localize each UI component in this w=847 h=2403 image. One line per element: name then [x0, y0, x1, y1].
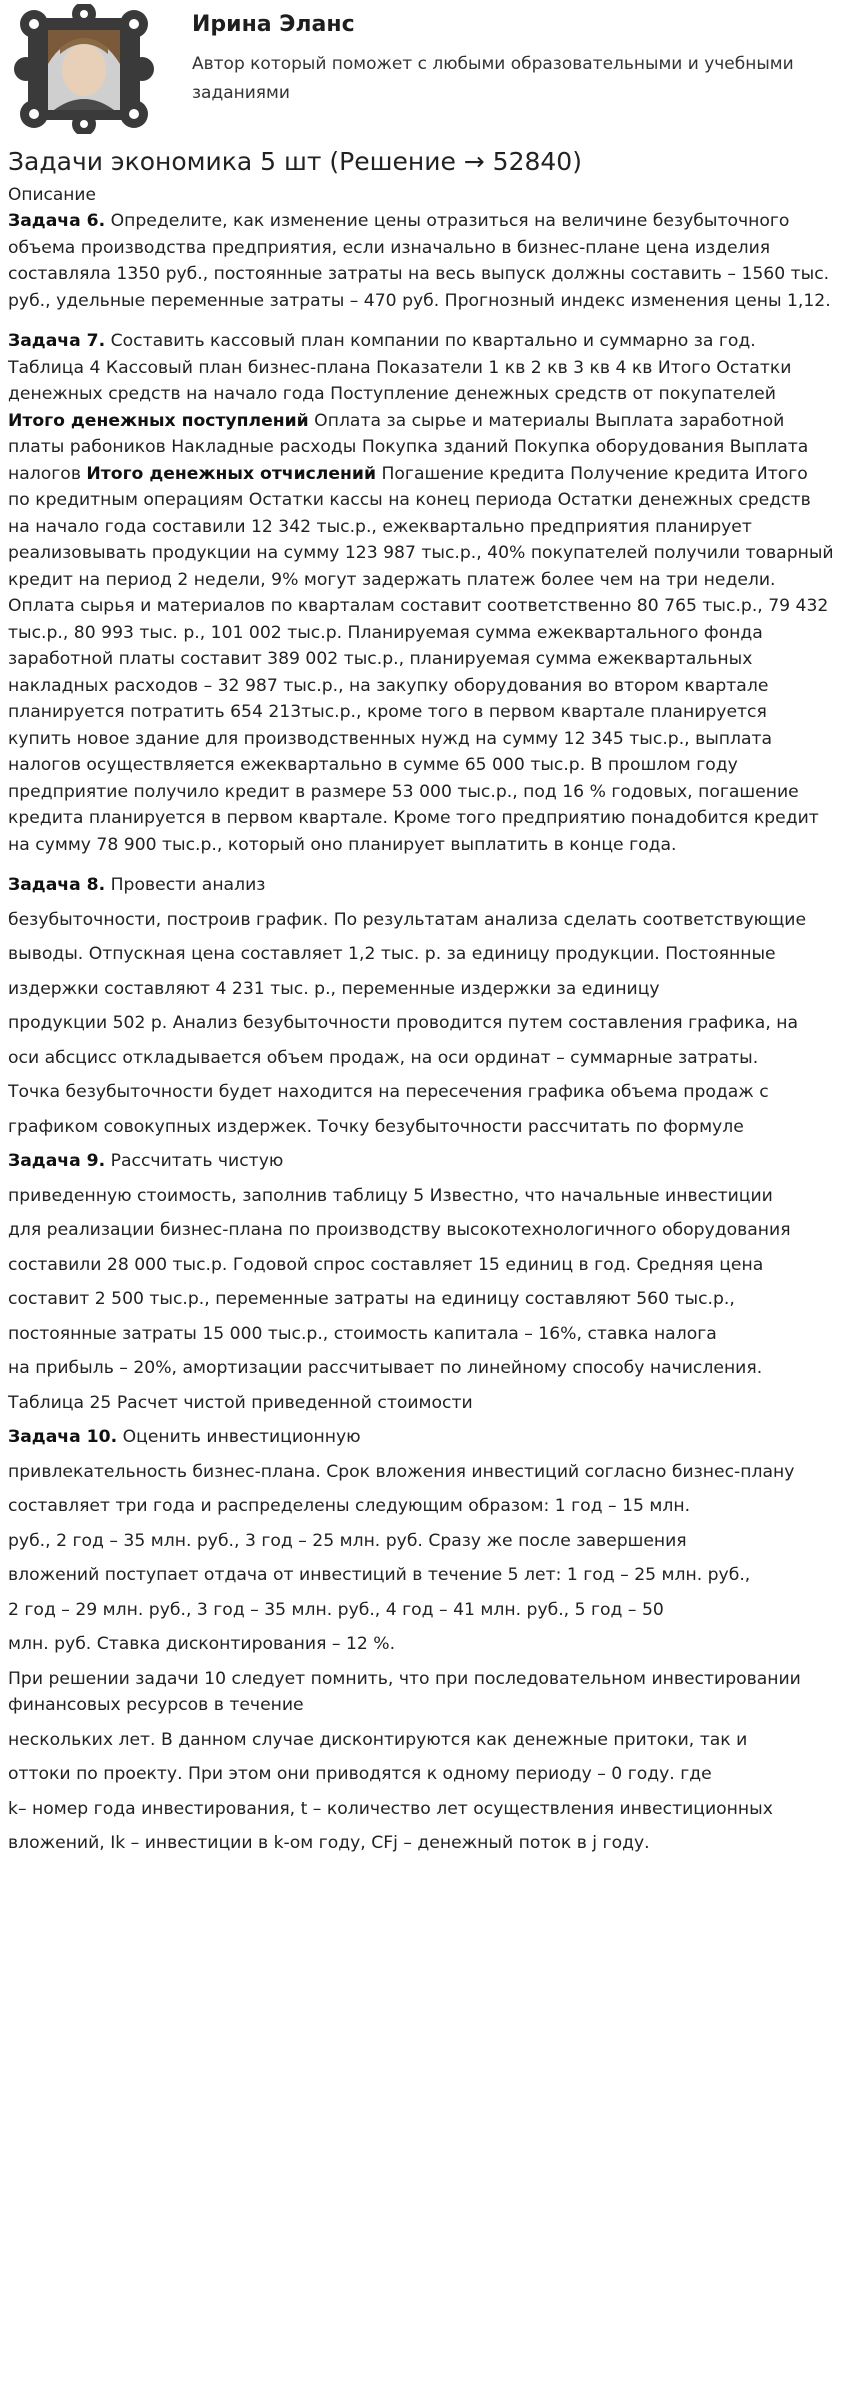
task-8-line: безубыточности, построив график. По результатам анализа сделать соответствующие [8, 909, 807, 930]
task-10-line: привлекательность бизнес-плана. Срок вложения инвестиций согласно бизнес-плану [8, 1461, 795, 1482]
table-caption: Таблица 25 Расчет чистой приведенной стоимости [8, 1392, 473, 1413]
task-8-line: Точка безубыточности будет находится на пересечения графика объема продаж с [8, 1082, 769, 1102]
task-8-line: издержки составляют 4 231 тыс. р., переменные издержки за единицу [8, 978, 660, 999]
task-10-line: оттоки по проекту. При этом они приводятся к одному периоду – 0 году. где [8, 1764, 712, 1784]
task-10-line: 2 год – 29 млн. руб., 3 год – 35 млн. руб., 4 год – 41 млн. руб., 5 год – 50 [8, 1599, 664, 1620]
task-10-line: составляет три года и распределены следующим образом: 1 год – 15 млн. [8, 1496, 691, 1516]
task-6-text: Определите, как изменение цены отразиться на величине безубыточного объема производства предприятия, если изначально в бизнес-плане цена изделия составляла 1350 руб., постоянные затраты на весь выпуск должны составить – 1560 тыс. руб., удельные переменные затраты – 470 руб. Прогнозный индекс изменения цены 1,12. [8, 211, 831, 311]
task-8-label: Задача 8. [8, 875, 106, 895]
task-8-line: графиком совокупных издержек. Точку безубыточности рассчитать по формуле [8, 1116, 744, 1137]
task-10-line: вложений поступает отдача от инвестиций в течение 5 лет: 1 год – 25 млн. руб., [8, 1565, 751, 1585]
task-10-text: Оценить инвестиционную [117, 1427, 361, 1447]
task-6 [8, 208, 835, 314]
task-9-line: приведенную стоимость, заполнив таблицу 5 Известно, что начальные инвестиции [8, 1185, 773, 1206]
task-7-bold-1: Итого денежных поступлений [8, 410, 309, 431]
task-10-line: руб., 2 год – 35 млн. руб., 3 год – 25 млн. руб. Сразу же после завершения [8, 1530, 687, 1551]
task-9-line: составили 28 000 тыс.р. Годовой спрос составляет 15 единиц в год. Средняя цена [8, 1254, 764, 1275]
task-10-heading [8, 1424, 835, 1451]
author-photo-icon[interactable] [14, 4, 154, 134]
task-7-text-3: Погашение кредита Получение кредита Итого по кредитным операциям Остатки кассы на конец периода Остатки денежных средств на начало года составили 12 342 тыс.р., ежеквартально предприятия планирует реализовывать продукции на сумму 123 987 тыс.р., 40% покупателей получили товарный кредит на период 2 недели, 9% могут задержать платеж более чем на три недели. Оплата сырья и материалов по кварталам составит соответственно 80 765 тыс.р., 79 432 тыс.р., 80 993 тыс. р., 101 002 тыс.р. Планируемая сумма ежеквартального фонда заработной платы составит 389 002 тыс.р., планируемая сумма ежеквартальных накладных расходов – 32 987 тыс.р., на закупку оборудования во втором квартале планируется потратить 654 213тыс.р., кроме того в первом квартале планируется купить новое здание для производственных нужд на сумму 12 345 тыс.р., выплата налогов осуществляется ежеквартально в сумме 65 000 тыс.р. В прошлом году предприятие получило кредит в размере 53 000 тыс.р., под 16 % годовых, погашение кредита планируется в первом квартале. Кроме того предприятию понадобится кредит на сумму 78 900 тыс.р., который оно планирует выплатить в конце года. [8, 463, 834, 855]
task-8-line: выводы. Отпускная цена составляет 1,2 тыс. р. за единицу продукции. Постоянные [8, 944, 776, 964]
description-label: Описание [8, 185, 96, 205]
author-name[interactable]: Ирина Эланс [192, 12, 355, 37]
task-9-line: постоянные затраты 15 000 тыс.р., стоимость капитала – 16%, ставка налога [8, 1323, 717, 1344]
task-10-line: нескольких лет. В данном случае дисконтируются как денежные притоки, так и [8, 1729, 748, 1750]
task-10-line: млн. руб. Ставка дисконтирования – 12 %. [8, 1634, 396, 1654]
task-9-line: для реализации бизнес-плана по производству высокотехнологичного оборудования [8, 1220, 791, 1240]
task-7-label: Задача 7. [8, 331, 106, 351]
task-8-line: продукции 502 р. Анализ безубыточности проводится путем составления графика, на [8, 1013, 799, 1033]
task-8-heading [8, 872, 835, 899]
task-8-text: Провести анализ [105, 875, 266, 895]
page-title: Задачи экономика 5 шт (Решение → 52840) [8, 147, 582, 176]
task-7-bold-2: Итого денежных отчислений [86, 463, 377, 484]
task-9-heading [8, 1148, 835, 1175]
task-10-label: Задача 10. [8, 1427, 118, 1447]
task-6-label: Задача 6. [8, 211, 106, 231]
task-10-line: k– номер года инвестирования, t – количество лет осуществления инвестиционных [8, 1798, 773, 1819]
task-8-line: оси абсцисс откладывается объем продаж, на оси ординат – суммарные затраты. [8, 1047, 759, 1068]
task-10-line: вложений, Ik – инвестиции в k-ом году, CFj – денежный поток в j году. [8, 1833, 650, 1853]
task-7-text-2: Оплата за сырье и материалы Выплата заработной платы рабоников Накладные расходы Покупка зданий Покупка оборудования Выплата налогов [8, 410, 809, 484]
task-9-line: на прибыль – 20%, амортизации рассчитывает по линейному способу начисления. [8, 1358, 763, 1378]
author-description: Автор который поможет с любыми образовательными и учебными заданиями [192, 54, 794, 103]
task-7 [8, 328, 835, 858]
task-9-line: составит 2 500 тыс.р., переменные затраты на единицу составляют 560 тыс.р., [8, 1289, 735, 1309]
author-header [8, 0, 835, 140]
task-10-line: При решении задачи 10 следует помнить, что при последовательном инвестировании финансовых ресурсов в течение [8, 1668, 801, 1715]
task-9-text: Рассчитать чистую [105, 1151, 284, 1171]
task-7-text-1: Составить кассовый план компании по квартально и суммарно за год. Таблица 4 Кассовый план бизнес-плана Показатели 1 кв 2 кв 3 кв 4 кв Итого Остатки денежных средств на начало года Поступление денежных средств от покупателей [8, 331, 792, 404]
task-9-label: Задача 9. [8, 1151, 106, 1171]
